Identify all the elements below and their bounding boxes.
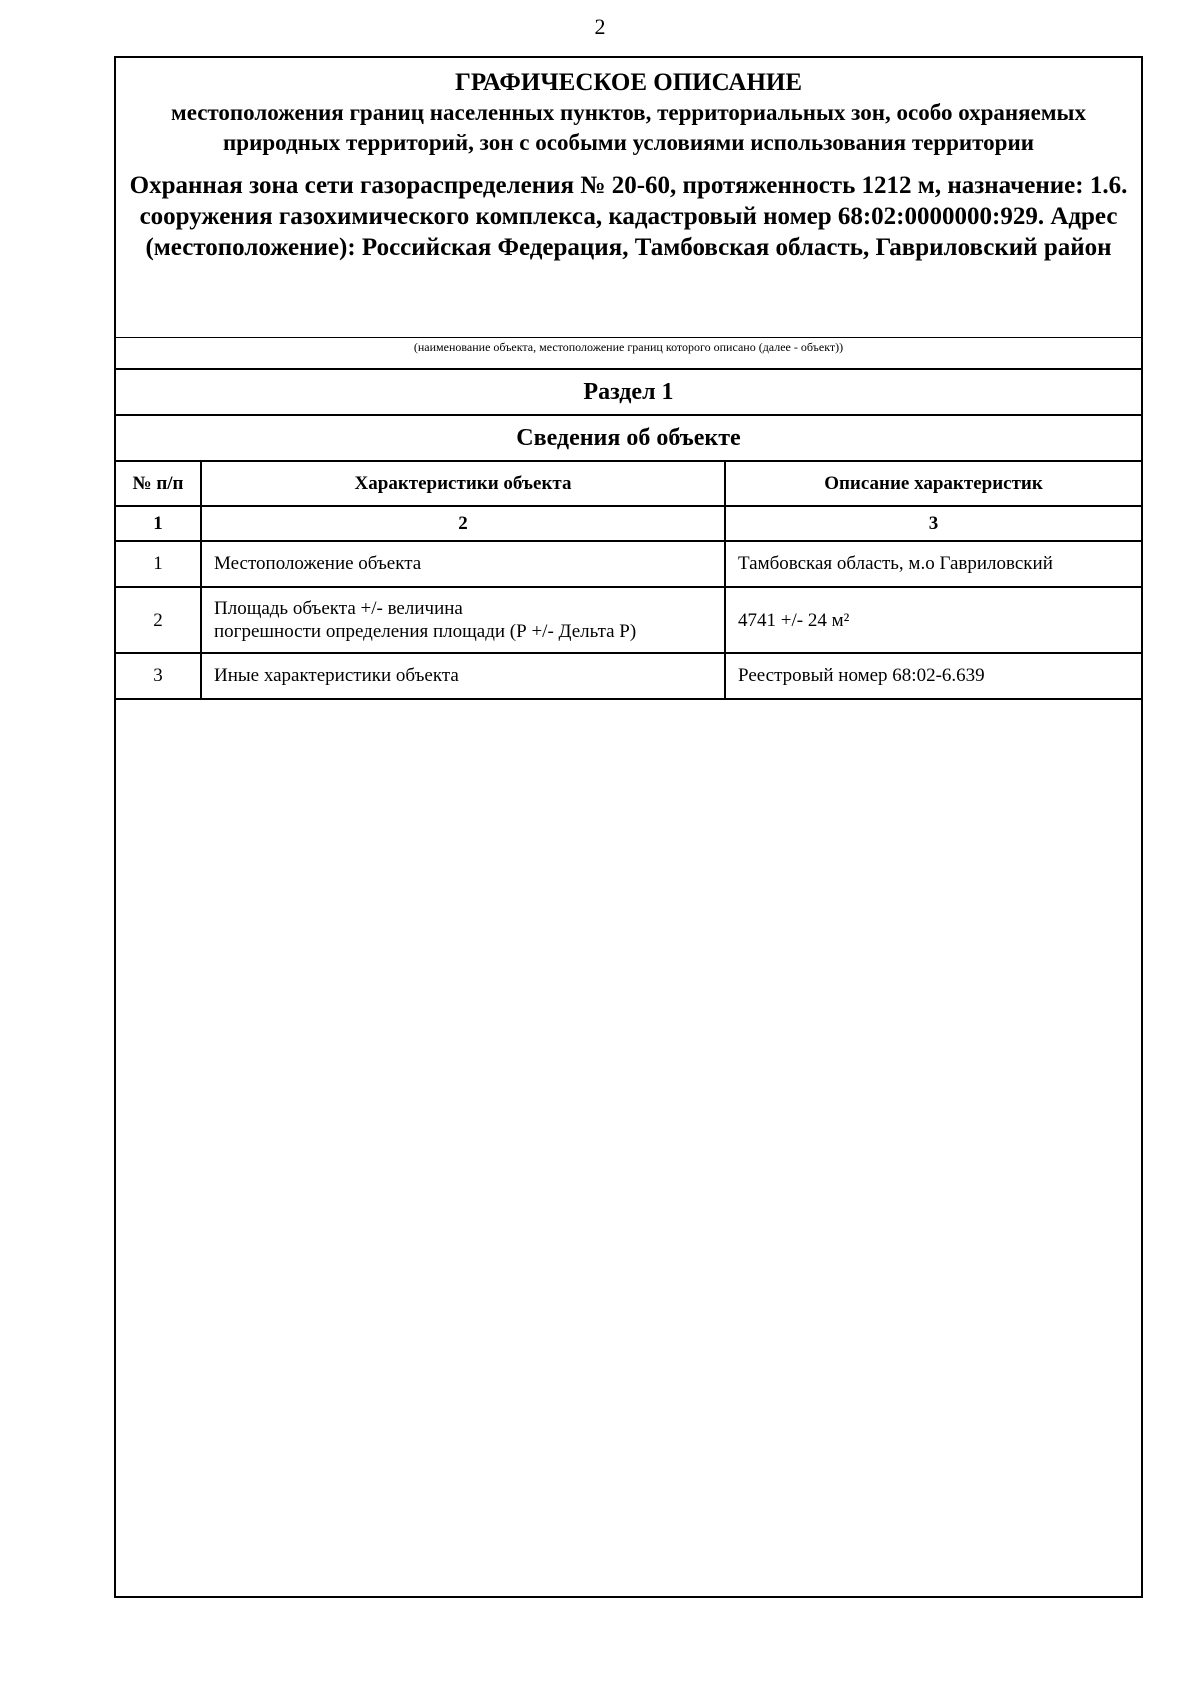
row-characteristic-cell [201, 587, 725, 653]
table-row [116, 653, 1141, 699]
table-row [116, 587, 1141, 653]
row-characteristic: Иные характеристики объекта [201, 653, 725, 699]
row-description: 4741 +/- 24 м² [725, 587, 1141, 653]
section-title: Раздел 1 [116, 370, 1141, 416]
header-description: Описание характеристик [725, 462, 1141, 506]
document-title: ГРАФИЧЕСКОЕ ОПИСАНИЕ [454, 69, 803, 96]
table-row [116, 541, 1141, 587]
row-description: Тамбовская область, м.о Гавриловский [725, 541, 1141, 587]
row-characteristic-line2: погрешности определения площади (Р +/- Дельта Р) [214, 621, 637, 642]
table-header-row [116, 462, 1141, 506]
row-num: 1 [116, 541, 201, 587]
object-info-table [116, 462, 1141, 700]
row-num: 2 [116, 587, 201, 653]
section-subtitle: Сведения об объекте [116, 416, 1141, 462]
column-number: 1 [116, 506, 201, 541]
header-characteristic: Характеристики объекта [201, 462, 725, 506]
row-num: 3 [116, 653, 201, 699]
column-number: 2 [201, 506, 725, 541]
row-characteristic: Местоположение объекта [201, 541, 725, 587]
row-characteristic: Площадь объекта +/- величина [214, 598, 463, 619]
object-name: Охранная зона сети газораспределения № 20-60, протяженность 1212 м, назначение: 1.6. сооружения газохимического комплекса, кадастровый номер 68:02:0000000:929. Адрес (местоположение): Российская Федерация, Тамбовская область, Гавриловский район [129, 172, 1128, 261]
object-name-caption: (наименование объекта, местоположение границ которого описано (далее - объект)) [116, 338, 1141, 370]
document-header [116, 58, 1141, 338]
row-description: Реестровый номер 68:02-6.639 [725, 653, 1141, 699]
column-number: 3 [725, 506, 1141, 541]
page-number: 2 [594, 14, 606, 39]
document-subtitle: местоположения границ населенных пунктов, территориальных зон, особо охраняемых природных территорий, зон с особыми условиями использования территории [171, 100, 1086, 155]
header-num: № п/п [116, 462, 201, 506]
column-number-row [116, 506, 1141, 541]
document-frame [114, 56, 1143, 1598]
